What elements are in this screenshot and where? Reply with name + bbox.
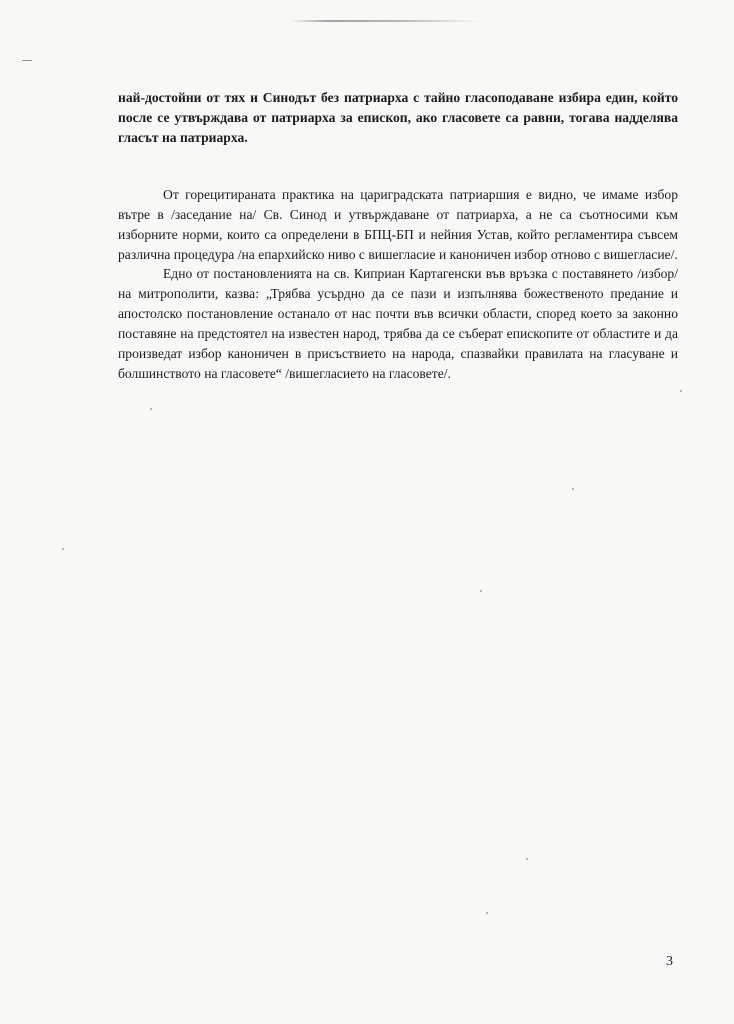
scan-speck xyxy=(62,548,64,550)
paragraph-3: Едно от постановленията на св. Киприан Картагенски във връзка с поставянето /избор/ на митрополити, казва: „Трябва усърдно да се пази и изпълнява божественото предание и апостолско постановление останало от нас почти във всички области, според което за законно поставяне на предстоятел на известен народ, трябва да се съберат епископите от областите и да произведат избор каноничен в присъствието на народа, спазвайки правилата на гласуване и болшинството на гласовете“ /вишегласието на гласовете/. xyxy=(118,266,678,381)
page-number: 3 xyxy=(666,954,673,969)
scan-speck xyxy=(480,590,482,592)
scan-artifact-mark xyxy=(22,60,32,61)
scan-speck xyxy=(486,912,488,914)
scan-speck xyxy=(526,858,528,860)
scan-artifact-line xyxy=(290,20,480,22)
scan-speck xyxy=(680,390,682,392)
scan-speck xyxy=(572,488,574,490)
paragraph-1: най-достойни от тях и Синодът без патриарха с тайно гласоподаване избира един, който после се утвърждава от патриарха за епископ, ако гласовете са равни, тогава надделява гласът на патриарха. xyxy=(118,90,678,145)
paragraph-2: От горецитираната практика на цариградската патриаршия е видно, че имаме избор вътре в /заседание на/ Св. Синод и утвърждаване от патриарха, а не са съотносими към изборните норми, които са определени в БПЦ-БП и нейния Устав, който регламентира съвсем различна процедура /на епархийско ниво с вишегласие и каноничен избор отново с вишегласие/. xyxy=(118,187,678,262)
scan-speck xyxy=(150,408,152,410)
